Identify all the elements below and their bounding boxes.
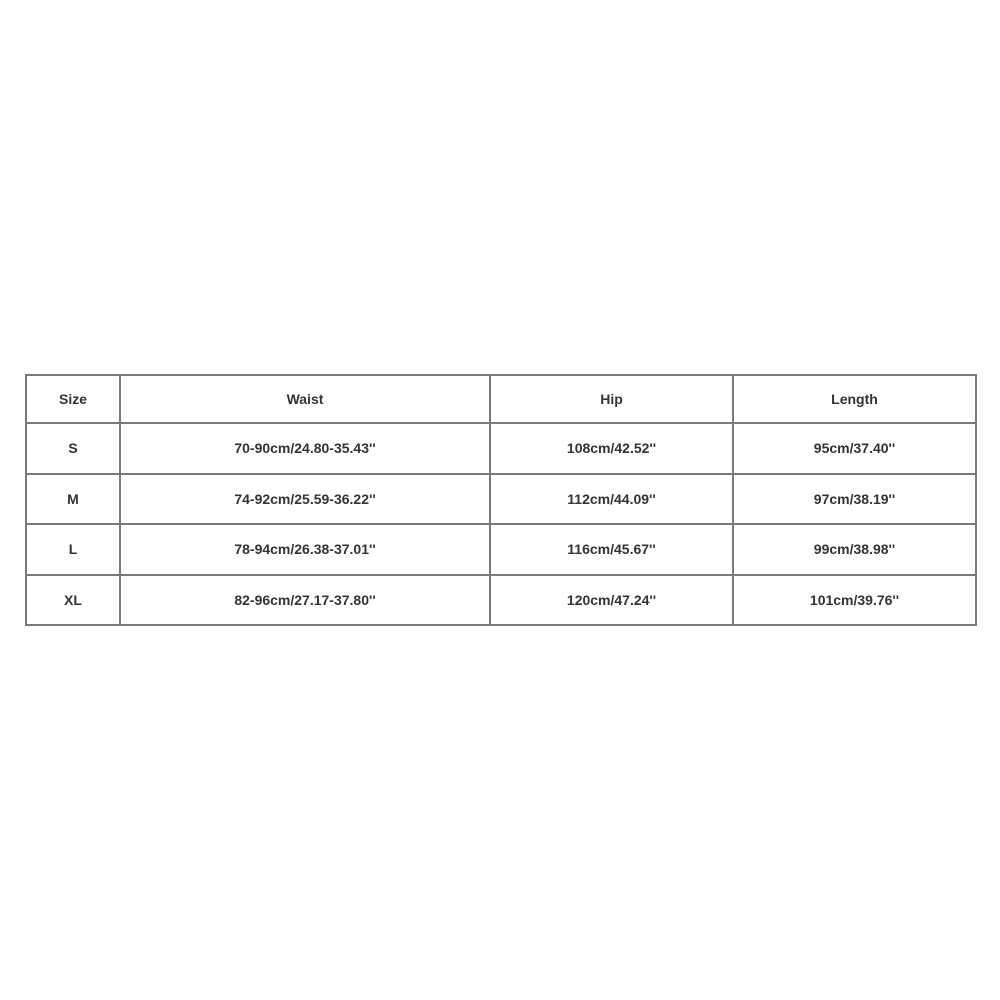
header-length: Length bbox=[733, 375, 976, 423]
size-chart-table bbox=[25, 374, 977, 626]
cell-hip: 116cm/45.67'' bbox=[490, 524, 733, 575]
cell-hip: 112cm/44.09'' bbox=[490, 474, 733, 525]
cell-size: M bbox=[26, 474, 120, 525]
cell-length: 99cm/38.98'' bbox=[733, 524, 976, 575]
header-hip: Hip bbox=[490, 375, 733, 423]
cell-length: 101cm/39.76'' bbox=[733, 575, 976, 626]
cell-waist: 74-92cm/25.59-36.22'' bbox=[120, 474, 490, 525]
cell-length: 97cm/38.19'' bbox=[733, 474, 976, 525]
cell-size: XL bbox=[26, 575, 120, 626]
cell-waist: 70-90cm/24.80-35.43'' bbox=[120, 423, 490, 474]
cell-length: 95cm/37.40'' bbox=[733, 423, 976, 474]
cell-hip: 120cm/47.24'' bbox=[490, 575, 733, 626]
header-size: Size bbox=[26, 375, 120, 423]
cell-waist: 78-94cm/26.38-37.01'' bbox=[120, 524, 490, 575]
header-waist: Waist bbox=[120, 375, 490, 423]
cell-hip: 108cm/42.52'' bbox=[490, 423, 733, 474]
table-row bbox=[26, 524, 976, 575]
cell-waist: 82-96cm/27.17-37.80'' bbox=[120, 575, 490, 626]
cell-size: L bbox=[26, 524, 120, 575]
cell-size: S bbox=[26, 423, 120, 474]
table-row bbox=[26, 474, 976, 525]
table-row bbox=[26, 575, 976, 626]
header-row bbox=[26, 375, 976, 423]
table-row bbox=[26, 423, 976, 474]
